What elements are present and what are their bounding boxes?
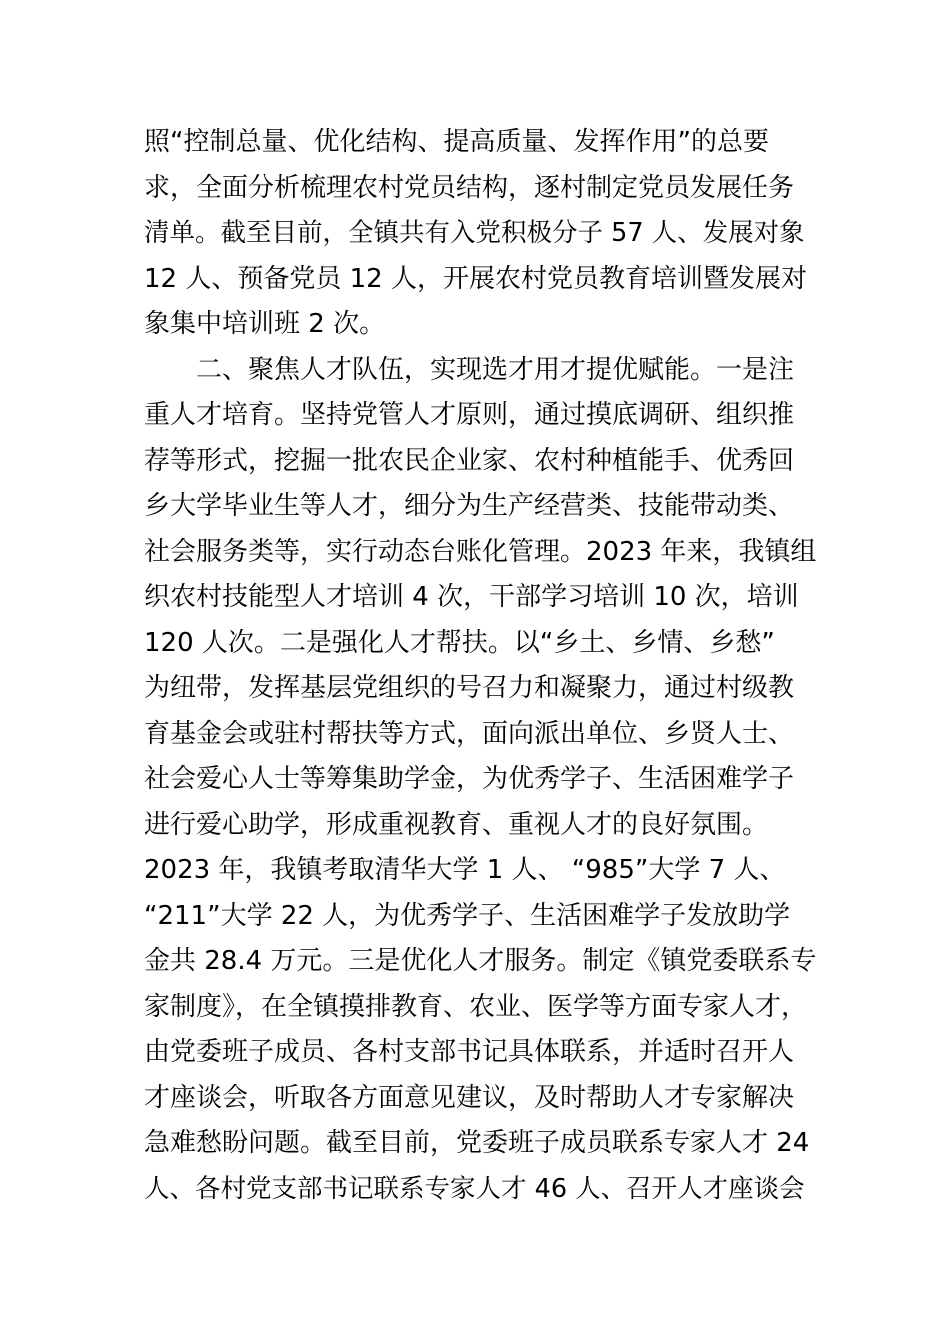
- text-line: 金共 28.4 万元。三是优化人才服务。制定《镇党委联系专: [144, 946, 817, 976]
- text-line: 育基金会或驻村帮扶等方式，面向派出单位、乡贤人士、: [144, 718, 795, 749]
- text-line: 照“控制总量、优化结构、提高质量、发挥作用”的总要: [144, 127, 769, 157]
- text-line: 荐等形式，挖掘一批农民企业家、农村种植能手、优秀回: [144, 445, 795, 476]
- text-line: 织农村技能型人才培训 4 次，干部学习培训 10 次，培训: [144, 582, 799, 612]
- section-heading-line: 二、聚焦人才队伍，实现选才用才提优赋能。一是注: [196, 354, 795, 385]
- text-line: 120 人次。二是强化人才帮扶。以“乡土、乡情、乡愁”: [144, 627, 775, 658]
- text-line: 人、各村党支部书记联系专家人才 46 人、召开人才座谈会: [144, 1173, 805, 1204]
- text-line: 12 人、预备党员 12 人，开展农村党员教育培训暨发展对: [144, 263, 807, 294]
- text-line: 为纽带，发挥基层党组织的号召力和凝聚力，通过村级教: [144, 673, 795, 703]
- text-line: 社会爱心人士等筹集助学金，为优秀学子、生活困难学子: [144, 764, 795, 794]
- text-line: 进行爱心助学，形成重视教育、重视人才的良好氛围。: [144, 809, 769, 840]
- text-line: 清单。截至目前，全镇共有入党积极分子 57 人、发展对象: [144, 218, 805, 248]
- text-line: 家制度》，在全镇摸排教育、农业、医学等方面专家人才，: [144, 991, 808, 1022]
- text-line: 社会服务类等，实行动态台账化管理。2023 年来，我镇组: [144, 536, 817, 567]
- text-line: 象集中培训班 2 次。: [144, 309, 386, 339]
- text-line: “211”大学 22 人，为优秀学子、生活困难学子发放助学: [144, 900, 791, 931]
- text-line: 急难愁盼问题。截至目前，党委班子成员联系专家人才 24: [144, 1128, 810, 1158]
- text-line: 由党委班子成员、各村支部书记具体联系，并适时召开人: [144, 1037, 795, 1067]
- body-text: [144, 120, 816, 1212]
- text-line: 重人才培育。坚持党管人才原则，通过摸底调研、组织推: [144, 400, 795, 430]
- text-line: 乡大学毕业生等人才，细分为生产经营类、技能带动类、: [144, 491, 795, 521]
- text-line: 2023 年，我镇考取清华大学 1 人、 “985”大学 7 人、: [144, 855, 786, 885]
- text-line: 求，全面分析梳理农村党员结构，逐村制定党员发展任务: [144, 172, 795, 203]
- text-line: 才座谈会，听取各方面意见建议，及时帮助人才专家解决: [144, 1082, 795, 1113]
